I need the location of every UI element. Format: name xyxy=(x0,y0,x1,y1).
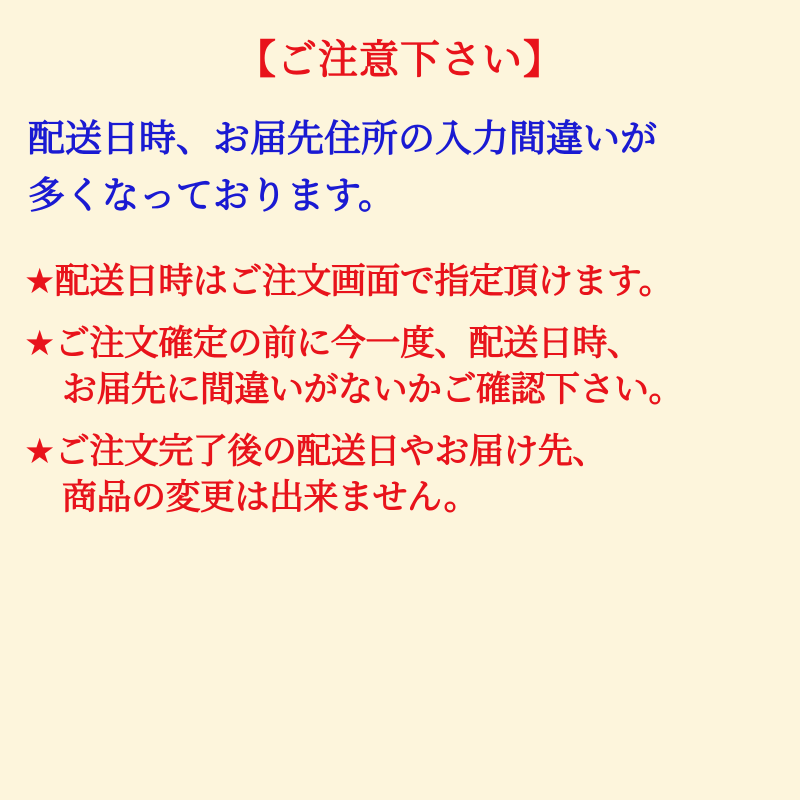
notice-bullet-text: ご注文完了後の配送日やお届け先、 xyxy=(54,432,607,472)
notice-bullet-item xyxy=(24,321,776,413)
notice-bullet-text: ご注文確定の前に今一度、配送日時、 xyxy=(54,323,642,363)
notice-bullet-line xyxy=(24,321,776,367)
notice-bullet-line-continued: 商品の変更は出来ません。 xyxy=(62,478,479,518)
notice-bullet-text: 配送日時はご注文画面で指定頂けます。 xyxy=(54,261,674,301)
notice-bullet-line-continued: お届先に間違いがないかご確認下さい。 xyxy=(62,370,684,410)
star-icon: ★ xyxy=(24,432,55,472)
notice-lead xyxy=(24,110,776,225)
notice-bullet-item xyxy=(24,429,776,521)
notice-lead-line-2: 多くなっております。 xyxy=(28,175,396,217)
notice-bullet-list xyxy=(24,259,776,522)
notice-bullet-item xyxy=(24,259,776,305)
notice-bullet-line xyxy=(24,429,776,475)
notice-title: 【ご注意下さい】 xyxy=(236,38,564,82)
notice-bullet-line xyxy=(24,259,776,305)
notice-lead-line-1: 配送日時、お届先住所の入力間違いが xyxy=(28,118,657,159)
star-icon: ★ xyxy=(24,261,55,301)
star-icon: ★ xyxy=(24,323,55,363)
